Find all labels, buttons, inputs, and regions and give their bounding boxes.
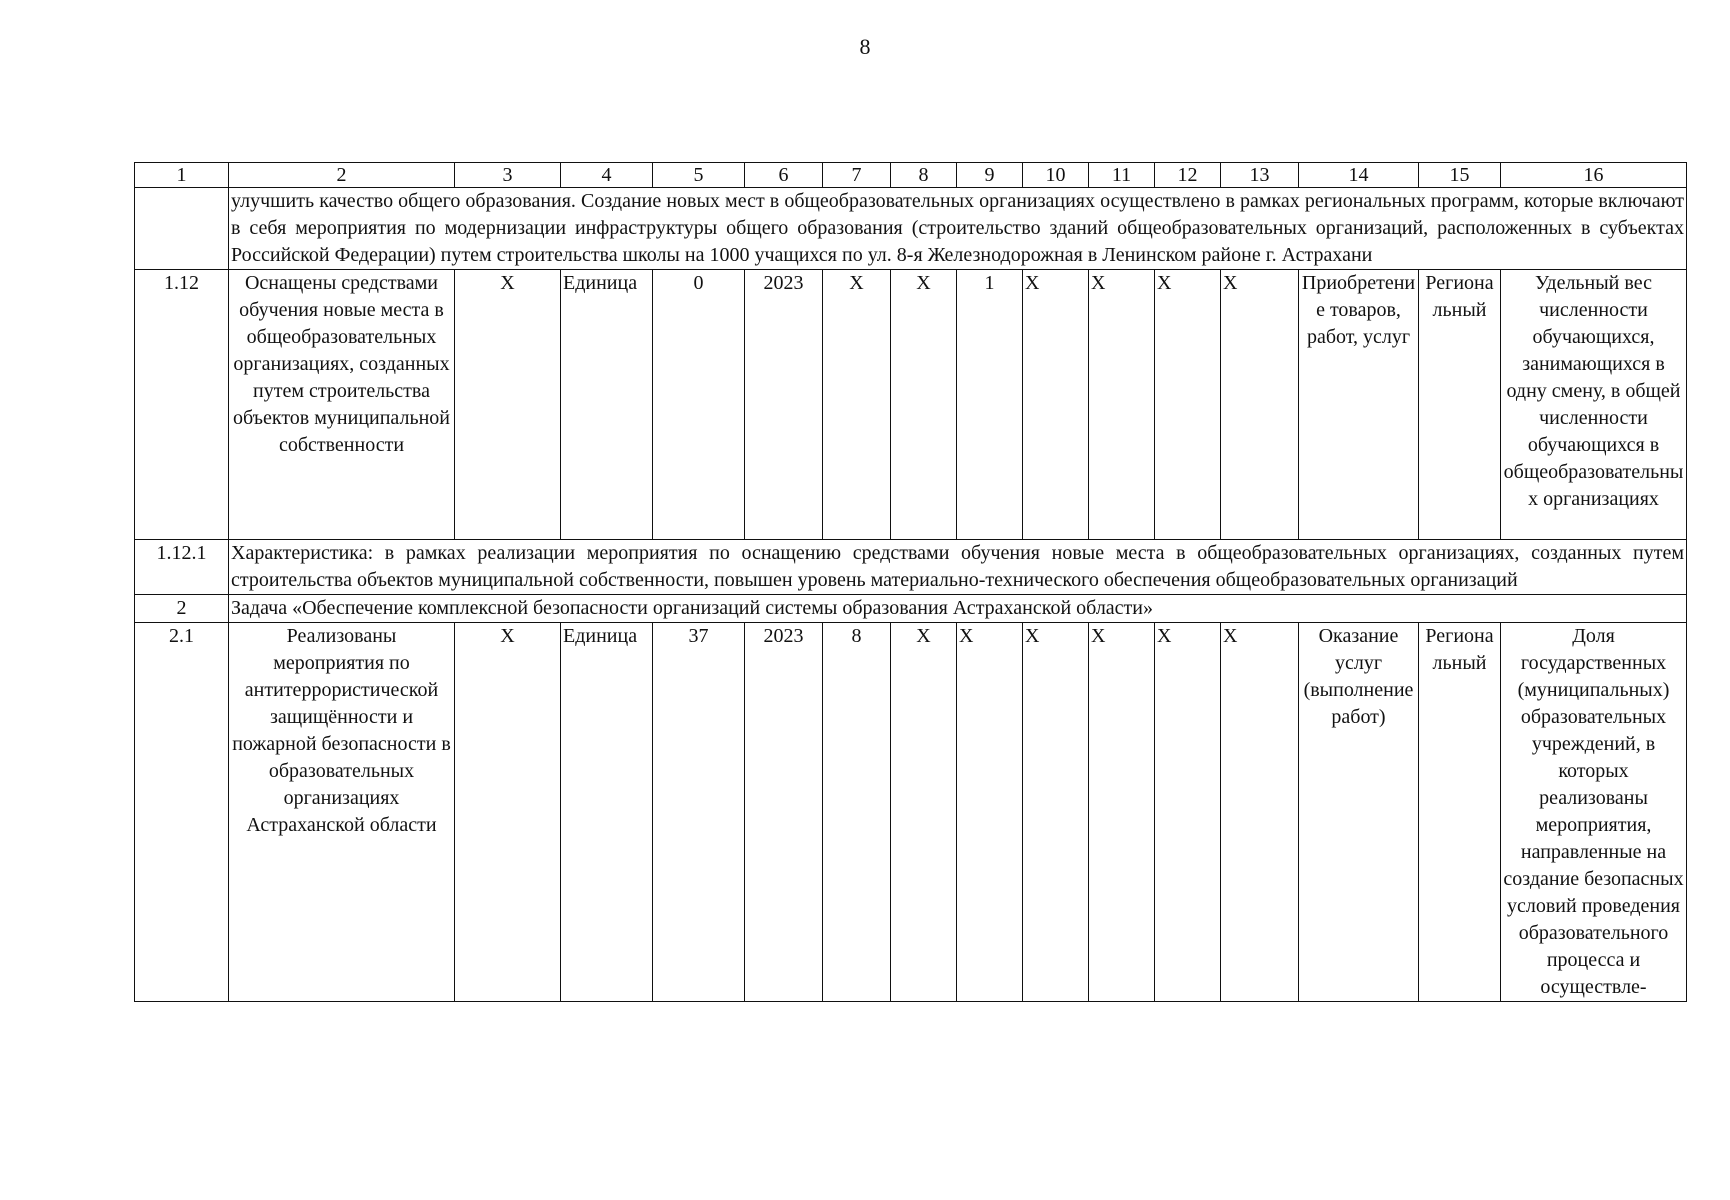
table-row-2 [135,595,1687,623]
level-cell: Региональный [1419,270,1501,540]
cell-col8: Х [891,270,957,540]
col-number: 4 [561,163,653,188]
event-type-cell: Оказание услуг (выполнение работ) [1299,623,1419,1002]
cell-col12: Х [1155,270,1221,540]
base-value-cell: 37 [653,623,745,1002]
cell-col12: Х [1155,623,1221,1002]
event-type-cell: Приобретение товаров, работ, услуг [1299,270,1419,540]
row-number: 1.12 [135,270,229,540]
unit-cell: Единица [561,270,653,540]
row-number: 1.12.1 [135,540,229,595]
cell-col13: Х [1221,270,1299,540]
table-row-continuation [135,188,1687,270]
cell-col10: Х [1023,623,1089,1002]
col-number: 11 [1089,163,1155,188]
indicator-cell: Доля государственных (муниципальных) образовательных учреждений, в которых реализованы мероприятия, направленные на создание безопасных условий проведения образовательного процесса и осуществле- [1501,623,1687,1002]
characteristic-text: Характеристика: в рамках реализации мероприятия по оснащению средствами обучения новые места в общеобразовательных организациях, созданных путем строительства объектов муниципальной собственности, повышен уровень материально-технического обеспечения общеобразовательных организаций [229,540,1687,595]
col-number: 16 [1501,163,1687,188]
cell-col10: Х [1023,270,1089,540]
table-row-2-1 [135,623,1687,1002]
plan-table [134,162,1687,1002]
col-number: 2 [229,163,455,188]
event-name: Реализованы мероприятия по антитеррористической защищённости и пожарной безопасности в образовательных организациях Астраханской области [229,623,455,1002]
cell-col7: Х [823,270,891,540]
table-row-1-12-1 [135,540,1687,595]
col-number: 6 [745,163,823,188]
unit-cell: Единица [561,623,653,1002]
indicator-cell: Удельный вес численности обучающихся, занимающихся в одну смену, в общей численности обучающихся в общеобразовательных организациях [1501,270,1687,540]
row-number: 2 [135,595,229,623]
row-number: 2.1 [135,623,229,1002]
col-number: 14 [1299,163,1419,188]
cell-col3: Х [455,623,561,1002]
row-number-cell [135,188,229,270]
col-number: 7 [823,163,891,188]
year-cell: 2023 [745,270,823,540]
cell-col7: 8 [823,623,891,1002]
level-cell: Региональный [1419,623,1501,1002]
cell-col8: Х [891,623,957,1002]
cell-col11: Х [1089,623,1155,1002]
continuation-text: улучшить качество общего образования. Создание новых мест в общеобразовательных организациях осуществлено в рамках региональных программ, которые включают в себя мероприятия по модернизации инфраструктуры общего образования (строительство зданий общеобразовательных организаций, расположенных в субъектах Российской Федерации) путем строительства школы на 1000 учащихся по ул. 8-я Железнодорожная в Ленинском районе г. Астрахани [229,188,1687,270]
cell-col3: Х [455,270,561,540]
col-number: 12 [1155,163,1221,188]
year-cell: 2023 [745,623,823,1002]
col-number: 9 [957,163,1023,188]
column-number-row [135,163,1687,188]
task-text: Задача «Обеспечение комплексной безопасности организаций системы образования Астраханской области» [229,595,1687,623]
table-row-1-12 [135,270,1687,540]
col-number: 5 [653,163,745,188]
col-number: 1 [135,163,229,188]
cell-col9: 1 [957,270,1023,540]
cell-col13: Х [1221,623,1299,1002]
col-number: 13 [1221,163,1299,188]
cell-col11: Х [1089,270,1155,540]
cell-col9: Х [957,623,1023,1002]
col-number: 15 [1419,163,1501,188]
col-number: 3 [455,163,561,188]
col-number: 8 [891,163,957,188]
base-value-cell: 0 [653,270,745,540]
page-number: 8 [859,34,871,59]
col-number: 10 [1023,163,1089,188]
event-name: Оснащены средствами обучения новые места в общеобразовательных организациях, созданных путем строительства объектов муниципальной собственности [229,270,455,540]
